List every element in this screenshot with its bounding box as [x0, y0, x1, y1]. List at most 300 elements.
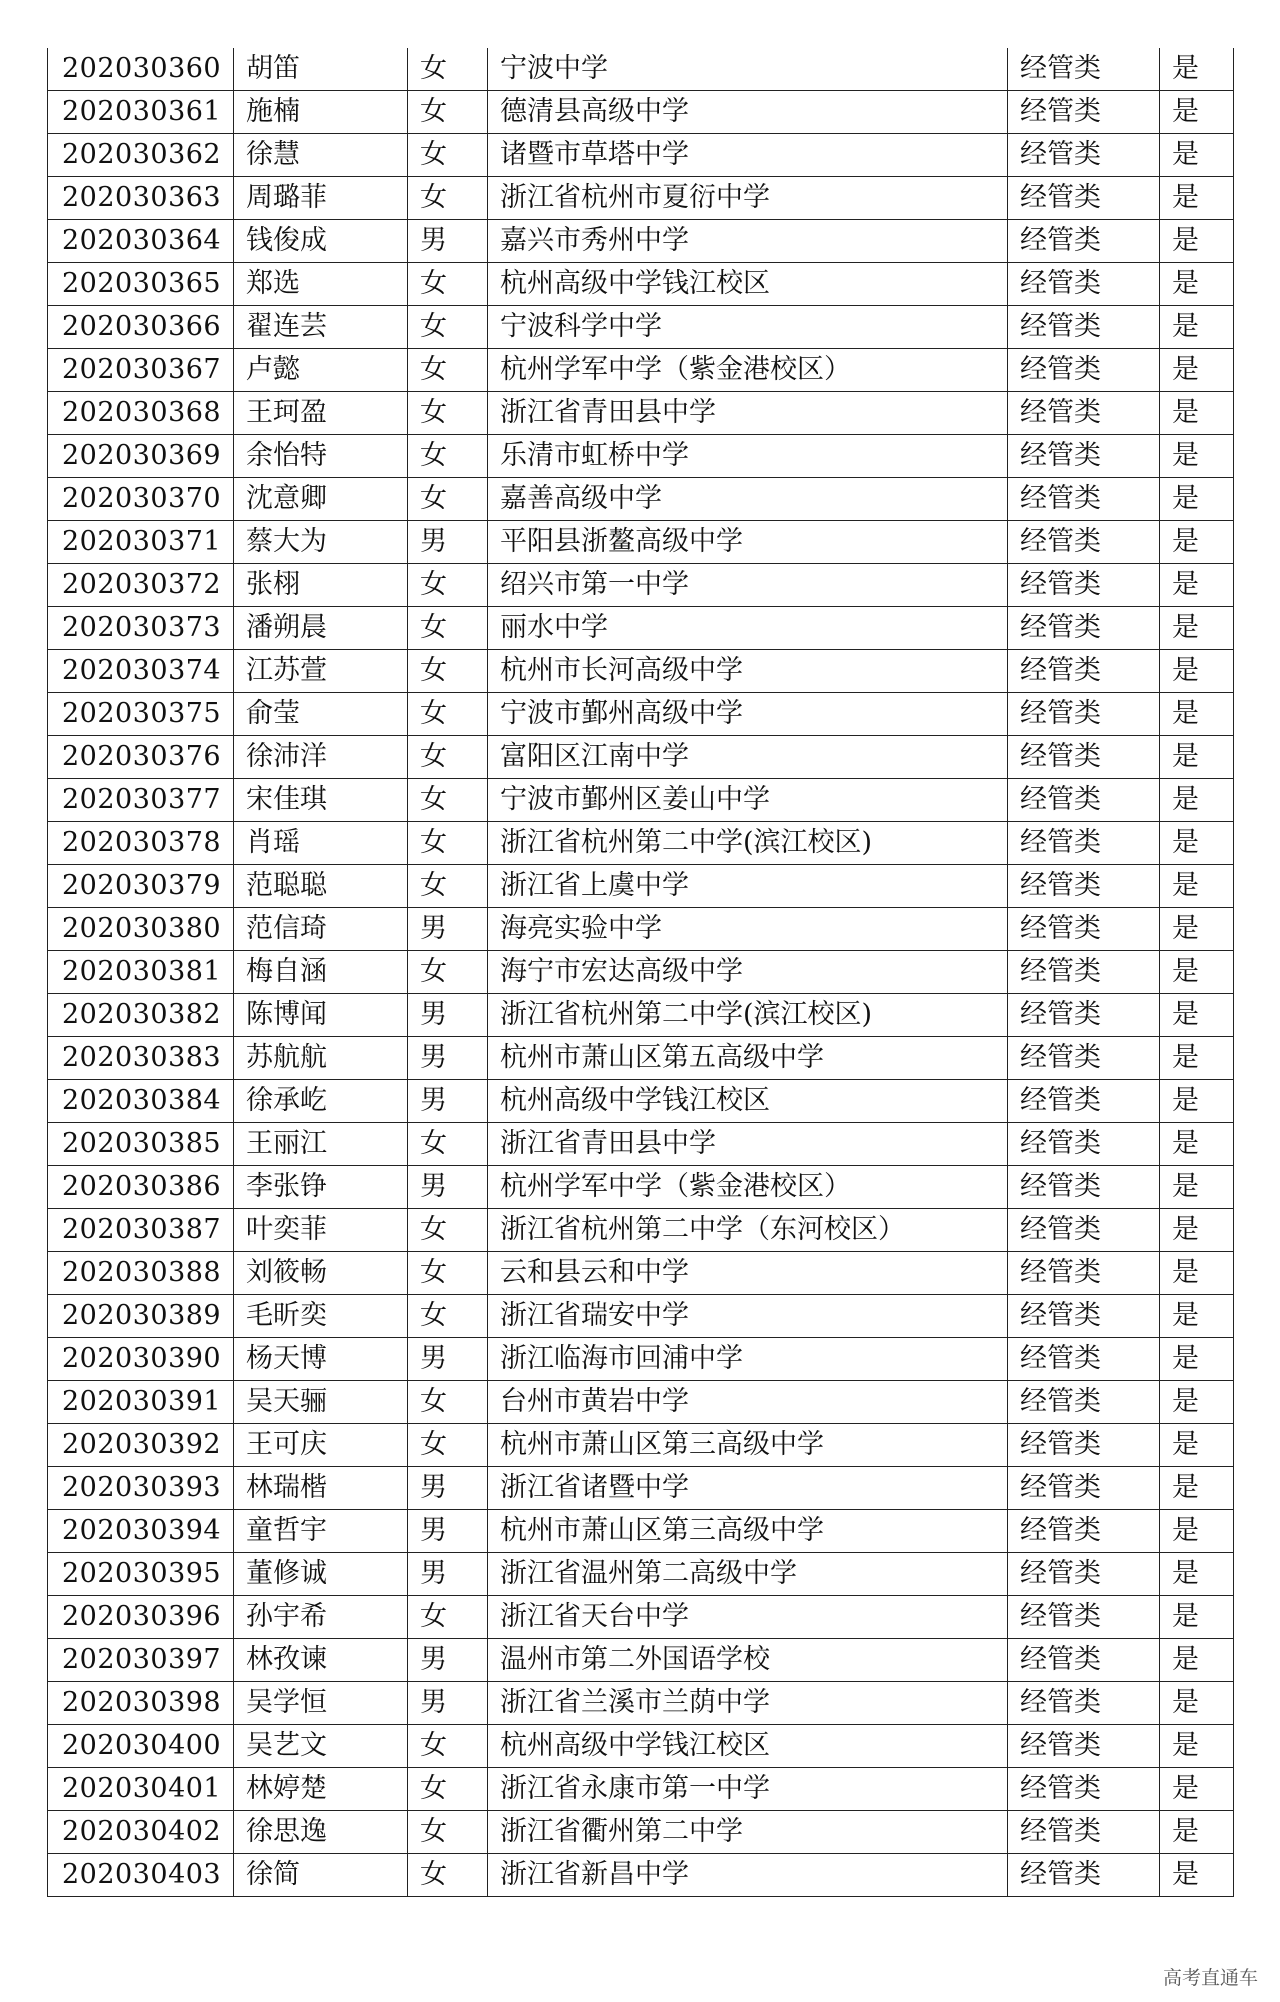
school-cell: 海宁市宏达高级中学 [488, 951, 1008, 994]
gender-cell: 女 [408, 478, 488, 521]
status-cell: 是 [1160, 822, 1234, 865]
student-id-cell: 202030372 [48, 564, 234, 607]
student-id-cell: 202030376 [48, 736, 234, 779]
gender-cell: 男 [408, 1682, 488, 1725]
gender-cell: 男 [408, 1037, 488, 1080]
name-cell: 林孜谏 [234, 1639, 408, 1682]
student-id-cell: 202030394 [48, 1510, 234, 1553]
table-row [48, 1467, 1234, 1510]
category-cell: 经管类 [1008, 1166, 1160, 1209]
category-cell: 经管类 [1008, 1467, 1160, 1510]
category-cell: 经管类 [1008, 564, 1160, 607]
name-cell: 余怡特 [234, 435, 408, 478]
student-id-cell: 202030389 [48, 1295, 234, 1338]
table-row [48, 1811, 1234, 1854]
name-cell: 潘朔晨 [234, 607, 408, 650]
category-cell: 经管类 [1008, 220, 1160, 263]
name-cell: 苏航航 [234, 1037, 408, 1080]
name-cell: 童哲宇 [234, 1510, 408, 1553]
category-cell: 经管类 [1008, 951, 1160, 994]
table-row [48, 435, 1234, 478]
gender-cell: 女 [408, 134, 488, 177]
category-cell: 经管类 [1008, 779, 1160, 822]
student-id-cell: 202030374 [48, 650, 234, 693]
table-row [48, 1381, 1234, 1424]
name-cell: 郑选 [234, 263, 408, 306]
category-cell: 经管类 [1008, 1811, 1160, 1854]
school-cell: 浙江省瑞安中学 [488, 1295, 1008, 1338]
student-id-cell: 202030366 [48, 306, 234, 349]
gender-cell: 女 [408, 1252, 488, 1295]
gender-cell: 女 [408, 1596, 488, 1639]
status-cell: 是 [1160, 177, 1234, 220]
table-row [48, 521, 1234, 564]
gender-cell: 女 [408, 392, 488, 435]
status-cell: 是 [1160, 1854, 1234, 1897]
name-cell: 杨天博 [234, 1338, 408, 1381]
category-cell: 经管类 [1008, 693, 1160, 736]
table-row [48, 1338, 1234, 1381]
school-cell: 浙江省杭州第二中学（东河校区） [488, 1209, 1008, 1252]
category-cell: 经管类 [1008, 478, 1160, 521]
gender-cell: 女 [408, 650, 488, 693]
student-id-cell: 202030370 [48, 478, 234, 521]
name-cell: 徐简 [234, 1854, 408, 1897]
category-cell: 经管类 [1008, 1252, 1160, 1295]
gender-cell: 男 [408, 1166, 488, 1209]
student-id-cell: 202030365 [48, 263, 234, 306]
table-row [48, 1166, 1234, 1209]
table-row [48, 1295, 1234, 1338]
status-cell: 是 [1160, 1037, 1234, 1080]
name-cell: 张栩 [234, 564, 408, 607]
status-cell: 是 [1160, 1725, 1234, 1768]
student-id-cell: 202030363 [48, 177, 234, 220]
status-cell: 是 [1160, 1811, 1234, 1854]
status-cell: 是 [1160, 1510, 1234, 1553]
student-id-cell: 202030379 [48, 865, 234, 908]
status-cell: 是 [1160, 994, 1234, 1037]
category-cell: 经管类 [1008, 91, 1160, 134]
school-cell: 海亮实验中学 [488, 908, 1008, 951]
school-cell: 平阳县浙鳌高级中学 [488, 521, 1008, 564]
school-cell: 杭州市萧山区第三高级中学 [488, 1510, 1008, 1553]
table-row [48, 349, 1234, 392]
gender-cell: 女 [408, 177, 488, 220]
name-cell: 徐承屹 [234, 1080, 408, 1123]
status-cell: 是 [1160, 220, 1234, 263]
gender-cell: 男 [408, 908, 488, 951]
name-cell: 徐慧 [234, 134, 408, 177]
school-cell: 丽水中学 [488, 607, 1008, 650]
student-id-cell: 202030373 [48, 607, 234, 650]
status-cell: 是 [1160, 1295, 1234, 1338]
name-cell: 王丽江 [234, 1123, 408, 1166]
name-cell: 蔡大为 [234, 521, 408, 564]
gender-cell: 女 [408, 1768, 488, 1811]
school-cell: 嘉兴市秀州中学 [488, 220, 1008, 263]
status-cell: 是 [1160, 306, 1234, 349]
gender-cell: 女 [408, 349, 488, 392]
name-cell: 翟连芸 [234, 306, 408, 349]
category-cell: 经管类 [1008, 607, 1160, 650]
category-cell: 经管类 [1008, 263, 1160, 306]
school-cell: 浙江省诸暨中学 [488, 1467, 1008, 1510]
category-cell: 经管类 [1008, 1682, 1160, 1725]
gender-cell: 女 [408, 865, 488, 908]
status-cell: 是 [1160, 564, 1234, 607]
category-cell: 经管类 [1008, 177, 1160, 220]
student-id-cell: 202030400 [48, 1725, 234, 1768]
category-cell: 经管类 [1008, 1510, 1160, 1553]
category-cell: 经管类 [1008, 1553, 1160, 1596]
gender-cell: 女 [408, 263, 488, 306]
school-cell: 德清县高级中学 [488, 91, 1008, 134]
name-cell: 范聪聪 [234, 865, 408, 908]
name-cell: 林瑞楷 [234, 1467, 408, 1510]
category-cell: 经管类 [1008, 1424, 1160, 1467]
school-cell: 杭州市萧山区第三高级中学 [488, 1424, 1008, 1467]
table-row [48, 392, 1234, 435]
category-cell: 经管类 [1008, 392, 1160, 435]
name-cell: 宋佳琪 [234, 779, 408, 822]
name-cell: 叶奕菲 [234, 1209, 408, 1252]
status-cell: 是 [1160, 650, 1234, 693]
table-row [48, 48, 1234, 91]
school-cell: 浙江省青田县中学 [488, 392, 1008, 435]
table-row [48, 1639, 1234, 1682]
table-row [48, 478, 1234, 521]
status-cell: 是 [1160, 1209, 1234, 1252]
student-id-cell: 202030383 [48, 1037, 234, 1080]
student-id-cell: 202030385 [48, 1123, 234, 1166]
status-cell: 是 [1160, 263, 1234, 306]
school-cell: 台州市黄岩中学 [488, 1381, 1008, 1424]
status-cell: 是 [1160, 1080, 1234, 1123]
gender-cell: 男 [408, 1080, 488, 1123]
status-cell: 是 [1160, 1467, 1234, 1510]
category-cell: 经管类 [1008, 134, 1160, 177]
gender-cell: 男 [408, 1467, 488, 1510]
school-cell: 浙江省上虞中学 [488, 865, 1008, 908]
school-cell: 浙江省新昌中学 [488, 1854, 1008, 1897]
gender-cell: 男 [408, 994, 488, 1037]
status-cell: 是 [1160, 1768, 1234, 1811]
watermark-text: 高考直通车 [1162, 1967, 1258, 1989]
gender-cell: 男 [408, 220, 488, 263]
category-cell: 经管类 [1008, 994, 1160, 1037]
student-id-cell: 202030367 [48, 349, 234, 392]
status-cell: 是 [1160, 1381, 1234, 1424]
school-cell: 诸暨市草塔中学 [488, 134, 1008, 177]
student-id-cell: 202030369 [48, 435, 234, 478]
name-cell: 俞莹 [234, 693, 408, 736]
name-cell: 肖瑶 [234, 822, 408, 865]
category-cell: 经管类 [1008, 48, 1160, 91]
school-cell: 杭州高级中学钱江校区 [488, 1080, 1008, 1123]
table-row [48, 779, 1234, 822]
student-id-cell: 202030368 [48, 392, 234, 435]
gender-cell: 女 [408, 779, 488, 822]
school-cell: 温州市第二外国语学校 [488, 1639, 1008, 1682]
name-cell: 吴艺文 [234, 1725, 408, 1768]
category-cell: 经管类 [1008, 908, 1160, 951]
gender-cell: 男 [408, 1510, 488, 1553]
category-cell: 经管类 [1008, 435, 1160, 478]
student-id-cell: 202030396 [48, 1596, 234, 1639]
student-id-cell: 202030395 [48, 1553, 234, 1596]
school-cell: 浙江省杭州第二中学(滨江校区) [488, 822, 1008, 865]
student-id-cell: 202030397 [48, 1639, 234, 1682]
student-id-cell: 202030362 [48, 134, 234, 177]
status-cell: 是 [1160, 1682, 1234, 1725]
name-cell: 陈博闻 [234, 994, 408, 1037]
status-cell: 是 [1160, 435, 1234, 478]
gender-cell: 女 [408, 1295, 488, 1338]
school-cell: 浙江省杭州市夏衍中学 [488, 177, 1008, 220]
name-cell: 吴学恒 [234, 1682, 408, 1725]
school-cell: 浙江省衢州第二中学 [488, 1811, 1008, 1854]
table-row [48, 306, 1234, 349]
status-cell: 是 [1160, 521, 1234, 564]
school-cell: 绍兴市第一中学 [488, 564, 1008, 607]
status-cell: 是 [1160, 1596, 1234, 1639]
school-cell: 乐清市虹桥中学 [488, 435, 1008, 478]
student-id-cell: 202030386 [48, 1166, 234, 1209]
category-cell: 经管类 [1008, 865, 1160, 908]
table-row [48, 134, 1234, 177]
school-cell: 浙江省永康市第一中学 [488, 1768, 1008, 1811]
school-cell: 杭州市萧山区第五高级中学 [488, 1037, 1008, 1080]
table-row [48, 564, 1234, 607]
gender-cell: 女 [408, 435, 488, 478]
category-cell: 经管类 [1008, 1639, 1160, 1682]
table-row [48, 908, 1234, 951]
category-cell: 经管类 [1008, 1295, 1160, 1338]
category-cell: 经管类 [1008, 736, 1160, 779]
category-cell: 经管类 [1008, 650, 1160, 693]
table-row [48, 607, 1234, 650]
table-row [48, 693, 1234, 736]
gender-cell: 女 [408, 48, 488, 91]
category-cell: 经管类 [1008, 1725, 1160, 1768]
status-cell: 是 [1160, 349, 1234, 392]
gender-cell: 女 [408, 564, 488, 607]
table-row [48, 1596, 1234, 1639]
category-cell: 经管类 [1008, 1854, 1160, 1897]
name-cell: 徐沛洋 [234, 736, 408, 779]
table-row [48, 1252, 1234, 1295]
gender-cell: 女 [408, 1381, 488, 1424]
school-cell: 浙江省兰溪市兰荫中学 [488, 1682, 1008, 1725]
name-cell: 钱俊成 [234, 220, 408, 263]
table-row [48, 951, 1234, 994]
student-id-cell: 202030390 [48, 1338, 234, 1381]
gender-cell: 女 [408, 1424, 488, 1467]
school-cell: 杭州学军中学（紫金港校区） [488, 1166, 1008, 1209]
status-cell: 是 [1160, 1424, 1234, 1467]
name-cell: 王珂盈 [234, 392, 408, 435]
table-row [48, 1123, 1234, 1166]
table-row [48, 220, 1234, 263]
table-row [48, 91, 1234, 134]
name-cell: 胡笛 [234, 48, 408, 91]
name-cell: 范信琦 [234, 908, 408, 951]
category-cell: 经管类 [1008, 349, 1160, 392]
student-id-cell: 202030380 [48, 908, 234, 951]
school-cell: 宁波科学中学 [488, 306, 1008, 349]
name-cell: 毛昕奕 [234, 1295, 408, 1338]
school-cell: 宁波市鄞州高级中学 [488, 693, 1008, 736]
student-id-cell: 202030392 [48, 1424, 234, 1467]
table-row [48, 1424, 1234, 1467]
name-cell: 李张铮 [234, 1166, 408, 1209]
name-cell: 周璐菲 [234, 177, 408, 220]
table-row [48, 1553, 1234, 1596]
table-row [48, 1080, 1234, 1123]
table-row [48, 263, 1234, 306]
status-cell: 是 [1160, 134, 1234, 177]
student-id-cell: 202030401 [48, 1768, 234, 1811]
school-cell: 富阳区江南中学 [488, 736, 1008, 779]
category-cell: 经管类 [1008, 1596, 1160, 1639]
table-row [48, 822, 1234, 865]
school-cell: 浙江临海市回浦中学 [488, 1338, 1008, 1381]
gender-cell: 男 [408, 1639, 488, 1682]
student-id-cell: 202030375 [48, 693, 234, 736]
status-cell: 是 [1160, 693, 1234, 736]
student-id-cell: 202030381 [48, 951, 234, 994]
name-cell: 徐思逸 [234, 1811, 408, 1854]
school-cell: 宁波市鄞州区姜山中学 [488, 779, 1008, 822]
status-cell: 是 [1160, 478, 1234, 521]
status-cell: 是 [1160, 865, 1234, 908]
student-id-cell: 202030403 [48, 1854, 234, 1897]
student-id-cell: 202030398 [48, 1682, 234, 1725]
table-row [48, 1209, 1234, 1252]
name-cell: 沈意卿 [234, 478, 408, 521]
name-cell: 孙宇希 [234, 1596, 408, 1639]
school-cell: 浙江省杭州第二中学(滨江校区) [488, 994, 1008, 1037]
table-row [48, 994, 1234, 1037]
table-row [48, 736, 1234, 779]
status-cell: 是 [1160, 779, 1234, 822]
student-list-table [47, 48, 1234, 1897]
student-id-cell: 202030382 [48, 994, 234, 1037]
school-cell: 嘉善高级中学 [488, 478, 1008, 521]
gender-cell: 女 [408, 306, 488, 349]
name-cell: 吴天骊 [234, 1381, 408, 1424]
table-row [48, 1037, 1234, 1080]
gender-cell: 女 [408, 1209, 488, 1252]
school-cell: 浙江省青田县中学 [488, 1123, 1008, 1166]
name-cell: 梅自涵 [234, 951, 408, 994]
category-cell: 经管类 [1008, 1080, 1160, 1123]
category-cell: 经管类 [1008, 1381, 1160, 1424]
school-cell: 杭州学军中学（紫金港校区） [488, 349, 1008, 392]
table-row [48, 1725, 1234, 1768]
gender-cell: 女 [408, 736, 488, 779]
status-cell: 是 [1160, 1166, 1234, 1209]
name-cell: 卢懿 [234, 349, 408, 392]
school-cell: 杭州市长河高级中学 [488, 650, 1008, 693]
gender-cell: 男 [408, 521, 488, 564]
gender-cell: 女 [408, 1725, 488, 1768]
gender-cell: 男 [408, 1338, 488, 1381]
name-cell: 江苏萱 [234, 650, 408, 693]
school-cell: 宁波中学 [488, 48, 1008, 91]
name-cell: 施楠 [234, 91, 408, 134]
student-id-cell: 202030361 [48, 91, 234, 134]
gender-cell: 女 [408, 951, 488, 994]
status-cell: 是 [1160, 951, 1234, 994]
gender-cell: 女 [408, 1811, 488, 1854]
status-cell: 是 [1160, 1338, 1234, 1381]
school-cell: 杭州高级中学钱江校区 [488, 1725, 1008, 1768]
gender-cell: 女 [408, 607, 488, 650]
table-row [48, 177, 1234, 220]
category-cell: 经管类 [1008, 306, 1160, 349]
status-cell: 是 [1160, 48, 1234, 91]
status-cell: 是 [1160, 607, 1234, 650]
table-row [48, 1854, 1234, 1897]
category-cell: 经管类 [1008, 521, 1160, 564]
school-cell: 浙江省温州第二高级中学 [488, 1553, 1008, 1596]
name-cell: 林婷楚 [234, 1768, 408, 1811]
student-id-cell: 202030388 [48, 1252, 234, 1295]
category-cell: 经管类 [1008, 1209, 1160, 1252]
table-row [48, 865, 1234, 908]
gender-cell: 女 [408, 1854, 488, 1897]
status-cell: 是 [1160, 736, 1234, 779]
gender-cell: 女 [408, 1123, 488, 1166]
table-row [48, 1510, 1234, 1553]
category-cell: 经管类 [1008, 1768, 1160, 1811]
student-id-cell: 202030360 [48, 48, 234, 91]
status-cell: 是 [1160, 1639, 1234, 1682]
category-cell: 经管类 [1008, 1338, 1160, 1381]
student-id-cell: 202030371 [48, 521, 234, 564]
school-cell: 浙江省天台中学 [488, 1596, 1008, 1639]
category-cell: 经管类 [1008, 1123, 1160, 1166]
status-cell: 是 [1160, 1252, 1234, 1295]
status-cell: 是 [1160, 1553, 1234, 1596]
table-row [48, 650, 1234, 693]
school-cell: 杭州高级中学钱江校区 [488, 263, 1008, 306]
student-id-cell: 202030402 [48, 1811, 234, 1854]
category-cell: 经管类 [1008, 1037, 1160, 1080]
student-id-cell: 202030377 [48, 779, 234, 822]
gender-cell: 女 [408, 822, 488, 865]
name-cell: 王可庆 [234, 1424, 408, 1467]
status-cell: 是 [1160, 392, 1234, 435]
school-cell: 云和县云和中学 [488, 1252, 1008, 1295]
gender-cell: 女 [408, 91, 488, 134]
student-id-cell: 202030393 [48, 1467, 234, 1510]
status-cell: 是 [1160, 1123, 1234, 1166]
status-cell: 是 [1160, 908, 1234, 951]
table-body [48, 48, 1234, 1897]
table-row [48, 1682, 1234, 1725]
name-cell: 董修诚 [234, 1553, 408, 1596]
student-id-cell: 202030387 [48, 1209, 234, 1252]
student-id-cell: 202030391 [48, 1381, 234, 1424]
status-cell: 是 [1160, 91, 1234, 134]
category-cell: 经管类 [1008, 822, 1160, 865]
name-cell: 刘筱畅 [234, 1252, 408, 1295]
gender-cell: 男 [408, 1553, 488, 1596]
student-id-cell: 202030384 [48, 1080, 234, 1123]
